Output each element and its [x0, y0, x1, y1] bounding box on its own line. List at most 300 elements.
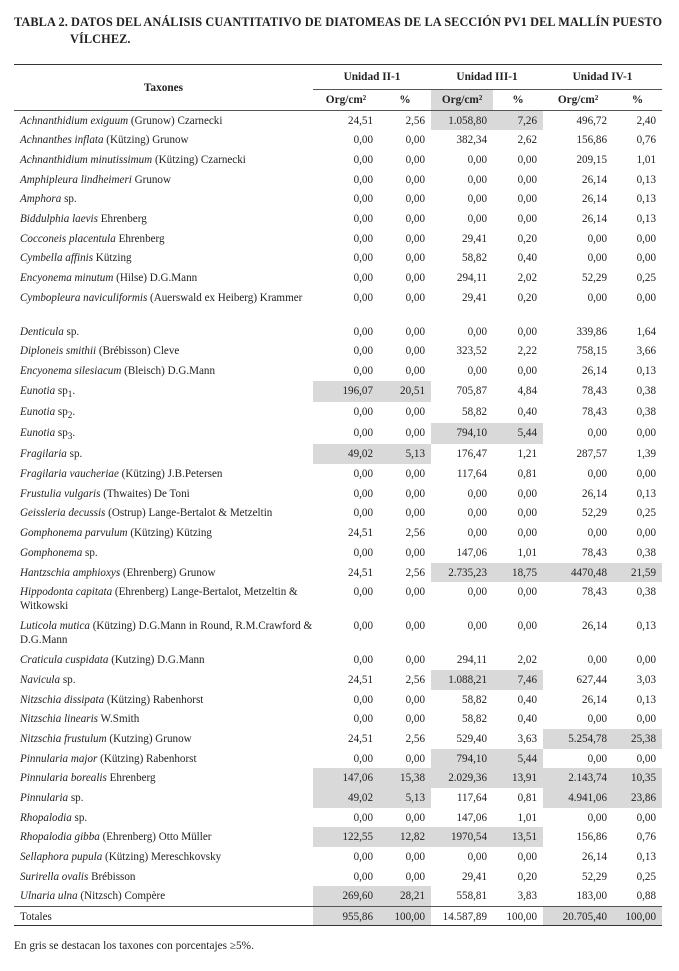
density-cell: 52,29	[582, 870, 608, 883]
percent-cell: 0,38	[636, 546, 657, 559]
percent-cell: 0,00	[405, 212, 426, 225]
percent-cell: 0,00	[405, 468, 426, 481]
taxon-subscript: 3	[67, 432, 73, 443]
taxon-genus-species: Rhopalodia	[20, 811, 72, 824]
taxon-name	[14, 361, 313, 381]
taxon-genus-species: Encyonema minutum	[20, 272, 114, 284]
percent-cell: 0,00	[517, 153, 538, 166]
percent-cell: 0,00	[517, 365, 538, 378]
density-cell: 0,00	[353, 811, 373, 824]
taxon-name	[14, 288, 313, 322]
taxon-authority: sp	[55, 405, 68, 418]
density-cell: 209,15	[576, 153, 608, 166]
taxon-genus-species: Nitzschia linearis	[20, 713, 98, 726]
percent-cell: 7,46	[493, 670, 543, 690]
taxon-authority: (Kützing) D.G.Mann in Round, R.M.Crawford & D.G.Mann	[20, 620, 313, 647]
taxon-name	[14, 690, 313, 710]
density-cell: 78,43	[582, 405, 608, 418]
density-cell: 0,00	[587, 654, 608, 667]
table-row	[14, 847, 662, 867]
table-row	[14, 341, 662, 361]
density-cell: 49,02	[313, 444, 379, 464]
subheader-percent: %	[613, 90, 662, 111]
percent-cell: 0,00	[636, 468, 657, 481]
density-cell: 323,52	[456, 345, 488, 358]
table-row	[14, 827, 662, 847]
taxon-authority: Grunow	[131, 173, 171, 186]
taxon-name	[14, 322, 313, 342]
taxon-genus-species: Navicula	[20, 673, 61, 686]
taxon-authority: Brébisson	[88, 870, 136, 883]
density-cell: 24,51	[348, 115, 373, 127]
density-cell: 58,82	[462, 693, 488, 706]
percent-cell: 0,13	[636, 212, 657, 225]
density-cell: 0,00	[587, 752, 608, 765]
percent-cell: 5,13	[379, 788, 431, 808]
density-cell: 558,81	[456, 890, 488, 903]
density-cell: 26,14	[582, 193, 608, 206]
taxon-authority: (Ostrup) Lange-Bertalot & Metzeltin	[105, 507, 273, 520]
percent-cell: 2,40	[636, 115, 657, 127]
taxon-authority: sp.	[68, 792, 84, 805]
taxon-authority: sp.	[71, 811, 88, 824]
percent-cell: 0,00	[405, 870, 426, 883]
taxon-name	[14, 229, 313, 249]
density-cell: 0,00	[353, 173, 373, 186]
percent-cell: 5,44	[493, 423, 543, 444]
percent-cell: 0,00	[405, 134, 426, 147]
taxon-name	[14, 341, 313, 361]
percent-cell: 0,00	[405, 693, 426, 706]
table-row	[14, 423, 662, 444]
density-cell: 0,00	[467, 507, 488, 520]
taxon-authority: (Grunow) Czarnecki	[128, 115, 223, 127]
percent-cell: 0,88	[636, 890, 657, 903]
percent-cell: 0,76	[636, 831, 657, 844]
taxon-authority: W.Smith	[97, 713, 140, 726]
unit-header: Unidad III-1	[431, 65, 543, 90]
table-row	[14, 709, 662, 729]
taxon-authority: (Kützing) Rabenhorst	[97, 752, 197, 765]
density-cell: 794,10	[431, 423, 493, 444]
density-cell: 0,00	[467, 325, 488, 338]
total-percent-cell: 100,00	[613, 906, 662, 926]
table-row	[14, 503, 662, 523]
taxon-genus-species: Cymbella affinis	[20, 252, 94, 265]
total-percent-cell: 100,00	[379, 906, 431, 926]
table-header	[14, 65, 662, 111]
percent-cell: 0,20	[517, 232, 538, 245]
total-density-cell: 20.705,40	[543, 906, 613, 926]
density-cell: 0,00	[467, 487, 488, 500]
density-cell: 26,14	[582, 851, 608, 864]
taxon-genus-species: Pinnularia major	[20, 752, 98, 765]
density-cell: 176,47	[456, 448, 488, 461]
density-cell: 52,29	[582, 507, 608, 520]
taxon-authority: (Ehrenberg) Lange-Bertalot, Metzeltin & Witkowski	[20, 586, 298, 613]
taxon-authority: sp.	[82, 546, 98, 559]
density-cell: 0,00	[353, 713, 373, 726]
taxon-name	[14, 209, 313, 229]
percent-cell: 0,00	[517, 193, 538, 206]
table-row	[14, 322, 662, 342]
percent-cell: 0,40	[517, 713, 538, 726]
total-density-cell: 955,86	[313, 906, 379, 926]
density-cell: 0,00	[467, 851, 488, 864]
percent-cell: 0,13	[636, 620, 657, 633]
table-row	[14, 464, 662, 484]
table-body	[14, 111, 662, 926]
taxon-name	[14, 867, 313, 887]
taxon-genus-species: Amphora	[20, 193, 62, 206]
percent-cell: 0,00	[405, 232, 426, 245]
percent-cell: 0,00	[405, 405, 426, 418]
density-cell: 269,60	[313, 886, 379, 906]
percent-cell: 0,25	[636, 507, 657, 520]
density-cell: 58,82	[462, 252, 488, 265]
taxon-authority: (Thwaites) De Toni	[100, 487, 190, 500]
percent-cell: 0,00	[517, 212, 538, 225]
percent-cell: 0,00	[636, 713, 657, 726]
percent-cell: 0,38	[636, 384, 657, 397]
percent-cell: 3,03	[636, 673, 657, 686]
density-cell: 29,41	[462, 291, 488, 304]
density-cell: 0,00	[467, 173, 488, 186]
taxon-suffix: .	[72, 405, 76, 418]
taxon-genus-species: Amphipleura lindheimeri	[20, 173, 132, 186]
taxon-authority: Ehrenberg	[97, 212, 147, 225]
density-cell: 0,00	[587, 468, 608, 481]
taxon-name	[14, 749, 313, 769]
table-row	[14, 150, 662, 170]
taxon-name	[14, 886, 313, 906]
taxon-authority: Ehrenberg	[115, 232, 165, 245]
taxon-name	[14, 768, 313, 788]
taxon-name	[14, 170, 313, 190]
table-row	[14, 209, 662, 229]
percent-cell: 4,84	[517, 384, 538, 397]
taxon-genus-species: Rhopalodia gibba	[20, 831, 100, 844]
taxon-name	[14, 788, 313, 808]
density-cell: 78,43	[582, 384, 608, 397]
percent-cell: 0,00	[517, 507, 538, 520]
taxon-genus-species: Sellaphora pupula	[20, 851, 103, 864]
percent-cell: 5,13	[379, 444, 431, 464]
taxon-name	[14, 563, 313, 583]
taxon-authority: (Hilse) D.G.Mann	[113, 272, 198, 284]
table-row	[14, 111, 662, 131]
percent-cell: 0,00	[405, 487, 426, 500]
taxon-genus-species: Hantzschia amphioxys	[20, 566, 121, 579]
taxon-authority: sp	[55, 384, 68, 397]
density-cell: 58,82	[462, 405, 488, 418]
percent-cell: 0,00	[405, 325, 426, 338]
taxon-genus-species: Biddulphia laevis	[20, 212, 98, 225]
taxon-name	[14, 402, 313, 423]
percent-cell: 0,00	[636, 527, 657, 540]
density-cell: 0,00	[587, 811, 608, 824]
percent-cell: 2,22	[517, 345, 538, 358]
taxon-name	[14, 808, 313, 828]
density-cell: 0,00	[467, 586, 488, 599]
percent-cell: 0,13	[636, 693, 657, 706]
percent-cell: 0,13	[636, 173, 657, 186]
percent-cell: 0,00	[517, 586, 538, 599]
density-cell: 0,00	[353, 586, 373, 599]
percent-cell: 0,00	[405, 252, 426, 265]
percent-cell: 1,01	[517, 546, 538, 559]
table-row	[14, 381, 662, 402]
percent-cell: 2,02	[517, 654, 538, 667]
percent-cell: 0,00	[405, 173, 426, 186]
taxon-authority: (Brébisson) Cleve	[96, 345, 180, 358]
taxon-genus-species: Gomphonema parvulum	[20, 527, 128, 540]
percent-cell: 0,00	[405, 291, 426, 304]
table-row	[14, 402, 662, 423]
percent-cell: 10,35	[613, 768, 662, 788]
density-cell: 117,64	[456, 792, 488, 805]
table-row	[14, 749, 662, 769]
taxon-name	[14, 444, 313, 464]
density-cell: 758,15	[576, 345, 608, 358]
percent-cell: 13,51	[493, 827, 543, 847]
table-row	[14, 268, 662, 288]
density-cell: 183,00	[576, 890, 608, 903]
percent-cell: 0,00	[517, 527, 538, 540]
percent-cell: 0,00	[517, 487, 538, 500]
density-cell: 26,14	[582, 487, 608, 500]
percent-cell: 0,00	[405, 586, 426, 599]
density-cell: 29,41	[462, 232, 488, 245]
percent-cell: 3,83	[517, 890, 538, 903]
percent-cell: 0,38	[636, 405, 657, 418]
taxon-genus-species: Pinnularia borealis	[20, 772, 107, 785]
percent-cell: 21,59	[613, 563, 662, 583]
percent-cell: 0,00	[517, 325, 538, 338]
taxon-authority: sp.	[63, 325, 80, 338]
taxon-genus-species: Fragilaria vaucheriae	[20, 468, 119, 481]
density-cell: 339,86	[576, 325, 608, 338]
density-cell: 5.254,78	[543, 729, 613, 749]
percent-cell: 0,00	[636, 427, 657, 440]
density-cell: 794,10	[431, 749, 493, 769]
table-row	[14, 582, 662, 616]
taxon-authority: (Nitzsch) Compère	[77, 890, 166, 903]
taxon-authority: (Kützing) Rabenhorst	[104, 693, 204, 706]
density-cell: 294,11	[456, 272, 488, 284]
density-cell: 4.941,06	[543, 788, 613, 808]
total-density-cell: 14.587,89	[442, 910, 488, 923]
percent-cell: 3,63	[517, 732, 538, 745]
density-cell: 0,00	[353, 345, 373, 358]
taxon-name	[14, 523, 313, 543]
unit-header: Unidad II-1	[313, 65, 431, 90]
table-row	[14, 170, 662, 190]
taxon-name	[14, 503, 313, 523]
density-cell: 2.029,36	[431, 768, 493, 788]
percent-cell: 0,40	[517, 252, 538, 265]
title-line-1: TABLA 2. DATOS DEL ANÁLISIS CUANTITATIVO DE DIATOMEAS DE LA SECCIÓN PV1 DEL MALLÍN PUESTO	[14, 15, 663, 29]
table-row	[14, 768, 662, 788]
density-cell: 0,00	[353, 752, 373, 765]
density-cell: 0,00	[587, 252, 608, 265]
percent-cell: 0,13	[636, 487, 657, 500]
table-row	[14, 229, 662, 249]
taxon-genus-species: Diploneis smithii	[20, 345, 97, 358]
percent-cell: 0,00	[517, 851, 538, 864]
density-cell: 0,00	[467, 527, 488, 540]
percent-cell: 15,38	[379, 768, 431, 788]
density-cell: 0,00	[353, 620, 373, 633]
density-cell: 29,41	[462, 870, 488, 883]
percent-cell: 2,02	[517, 272, 538, 284]
percent-cell: 0,00	[636, 811, 657, 824]
taxon-genus-species: Eunotia	[20, 384, 56, 397]
taxon-genus-species: Gomphonema	[20, 546, 83, 559]
taxon-genus-species: Hippodonta capitata	[20, 586, 113, 599]
taxon-authority: sp.	[61, 193, 77, 206]
percent-cell: 23,86	[613, 788, 662, 808]
density-cell: 0,00	[353, 291, 373, 304]
table-row	[14, 484, 662, 504]
subheader-percent: %	[493, 90, 543, 111]
density-cell: 0,00	[353, 851, 373, 864]
taxon-authority: (Bleisch) D.G.Mann	[121, 365, 216, 378]
taxon-genus-species: Nitzschia frustulum	[20, 732, 107, 745]
percent-cell: 0,13	[636, 365, 657, 378]
taxon-authority: (Kützing) Grunow	[103, 134, 189, 147]
density-cell: 0,00	[587, 232, 608, 245]
density-cell: 24,51	[348, 527, 373, 540]
percent-cell: 0,00	[636, 654, 657, 667]
taxon-authority: Ehrenberg	[106, 772, 156, 785]
density-cell: 156,86	[576, 134, 608, 147]
density-cell: 1970,54	[431, 827, 493, 847]
percent-cell: 0,25	[636, 870, 657, 883]
totals-label: Totales	[20, 910, 52, 923]
taxon-subscript: 1	[67, 389, 73, 400]
taxon-authority: (Ehrenberg) Grunow	[120, 566, 216, 579]
percent-cell: 0,13	[636, 193, 657, 206]
unit-header: Unidad IV-1	[543, 65, 662, 90]
taxon-genus-species: Eunotia	[20, 427, 56, 440]
percent-cell: 0,81	[517, 792, 538, 805]
density-cell: 2.735,23	[431, 563, 493, 583]
taxon-name	[14, 709, 313, 729]
subheader-density: Org/cm²	[431, 90, 493, 111]
density-cell: 382,34	[456, 134, 488, 147]
table-row	[14, 543, 662, 563]
percent-cell: 0,20	[517, 870, 538, 883]
density-cell: 156,86	[576, 831, 608, 844]
percent-cell: 7,26	[493, 111, 543, 131]
density-cell: 117,64	[456, 468, 488, 481]
taxon-authority: Kützing	[93, 252, 132, 265]
density-cell: 26,14	[582, 620, 608, 633]
table-row	[14, 616, 662, 650]
taxon-genus-species: Fragilaria	[20, 448, 67, 461]
percent-cell: 18,75	[493, 563, 543, 583]
percent-cell: 2,56	[405, 115, 426, 127]
taxon-genus-species: Luticola mutica	[20, 620, 90, 633]
taxon-authority: (Kutzing) D.G.Mann	[108, 654, 205, 667]
percent-cell: 0,76	[636, 134, 657, 147]
percent-cell: 0,20	[517, 291, 538, 304]
percent-cell: 0,00	[405, 153, 426, 166]
taxon-name	[14, 650, 313, 670]
taxon-genus-species: Achnanthidium minutissimum	[20, 153, 153, 166]
density-cell: 0,00	[467, 193, 488, 206]
density-cell: 78,43	[582, 586, 608, 599]
taxon-genus-species: Cymbopleura naviculiformis	[20, 291, 148, 304]
density-cell: 1.088,21	[431, 670, 493, 690]
percent-cell: 0,00	[405, 851, 426, 864]
table-title	[14, 14, 669, 48]
percent-cell: 1,21	[517, 448, 538, 461]
taxon-authority: sp.	[66, 448, 83, 461]
taxon-authority: (Kutzing) Grunow	[106, 732, 192, 745]
table-row	[14, 690, 662, 710]
taxon-name	[14, 582, 313, 616]
table-row	[14, 670, 662, 690]
percent-cell: 0,13	[636, 851, 657, 864]
taxon-subscript: 2	[67, 411, 73, 422]
taxon-authority: sp	[55, 427, 68, 440]
density-cell: 0,00	[353, 252, 373, 265]
subheader-percent: %	[379, 90, 431, 111]
taxon-name	[14, 847, 313, 867]
density-cell: 0,00	[353, 870, 373, 883]
subheader-density: Org/cm²	[543, 90, 613, 111]
density-cell: 0,00	[353, 365, 373, 378]
taxon-name	[14, 543, 313, 563]
percent-cell: 1,01	[517, 811, 538, 824]
taxon-genus-species: Craticula cuspidata	[20, 654, 109, 667]
taxon-genus-species: Denticula	[20, 325, 64, 338]
table-row	[14, 886, 662, 906]
totals-row	[14, 906, 662, 926]
table-row	[14, 248, 662, 268]
taxon-genus-species: Cocconeis placentula	[20, 232, 116, 245]
taxon-name	[14, 150, 313, 170]
taxon-authority: (Kützing) Czarnecki	[152, 153, 246, 166]
percent-cell: 0,00	[405, 365, 426, 378]
percent-cell: 12,82	[379, 827, 431, 847]
table-row	[14, 650, 662, 670]
taxon-authority: (Auerswald ex Heiberg) Krammer	[147, 291, 303, 304]
percent-cell: 3,66	[636, 345, 657, 358]
percent-cell: 2,56	[405, 673, 426, 686]
taxon-genus-species: Ulnaria ulna	[20, 890, 78, 903]
density-cell: 2.143,74	[543, 768, 613, 788]
density-cell: 147,06	[313, 768, 379, 788]
percent-cell: 0,00	[517, 620, 538, 633]
total-percent-cell: 100,00	[506, 910, 538, 923]
density-cell: 24,51	[348, 673, 373, 686]
table-row	[14, 788, 662, 808]
taxon-genus-species: Nitzschia dissipata	[20, 693, 105, 706]
density-cell: 1.058,80	[431, 111, 493, 131]
density-cell: 0,00	[353, 272, 373, 284]
taxon-name	[14, 729, 313, 749]
density-cell: 0,00	[587, 713, 608, 726]
density-cell: 147,06	[456, 811, 488, 824]
density-cell: 26,14	[582, 693, 608, 706]
percent-cell: 0,00	[405, 620, 426, 633]
taxon-name	[14, 423, 313, 444]
table-row	[14, 288, 662, 322]
percent-cell: 0,00	[405, 507, 426, 520]
